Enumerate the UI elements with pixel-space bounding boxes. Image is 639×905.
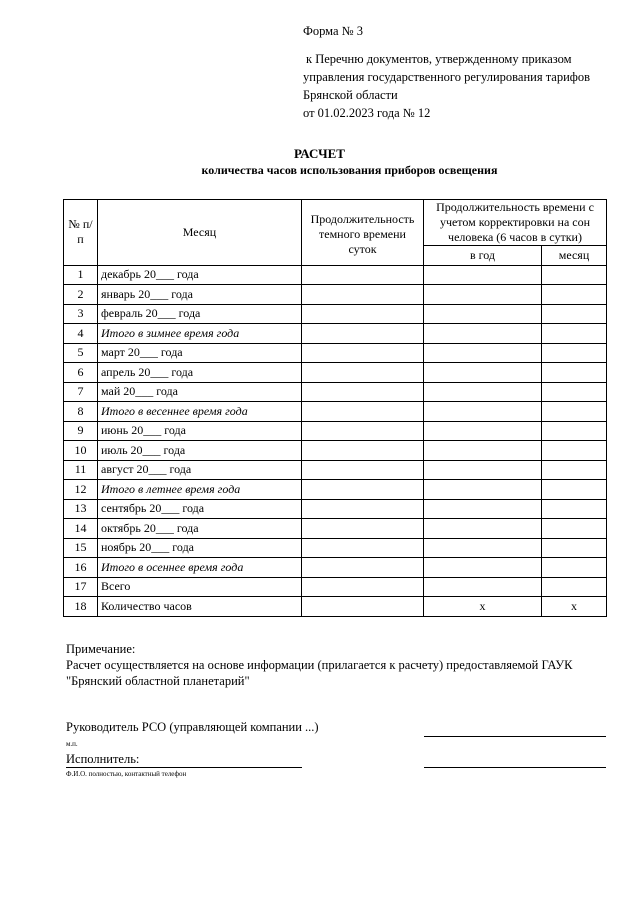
dark-duration-cell	[302, 460, 424, 480]
dark-duration-cell	[302, 519, 424, 539]
per-month-cell	[542, 499, 607, 519]
per-month-cell	[542, 480, 607, 500]
row-number: 5	[64, 343, 98, 363]
dark-duration-cell	[302, 538, 424, 558]
note-text: Расчет осуществляется на основе информации (прилагается к расчету) предоставляемой ГАУК "Брянский областной планетарий"	[66, 658, 573, 688]
per-month-cell	[542, 382, 607, 402]
executor-name-line	[66, 767, 302, 768]
per-month-cell	[542, 265, 607, 285]
per-year-cell	[424, 499, 542, 519]
header-month: Месяц	[98, 200, 302, 266]
dark-duration-cell	[302, 402, 424, 422]
header-corrected: Продолжительность времени с учетом корректировки на сон человека (6 часов в сутки)	[424, 200, 607, 246]
row-number: 15	[64, 538, 98, 558]
dark-duration-cell	[302, 343, 424, 363]
per-year-cell	[424, 343, 542, 363]
dark-duration-cell	[302, 382, 424, 402]
per-year-cell	[424, 460, 542, 480]
row-number: 17	[64, 577, 98, 597]
per-year-cell	[424, 324, 542, 344]
note-heading: Примечание:	[66, 642, 136, 656]
table-row	[64, 343, 607, 363]
per-year-cell	[424, 285, 542, 305]
per-month-cell	[542, 285, 607, 305]
header-line: управления государственного регулирования тарифов	[303, 70, 591, 84]
per-month-cell	[542, 402, 607, 422]
table-row	[64, 538, 607, 558]
note-block	[66, 641, 606, 689]
dark-duration-cell	[302, 597, 424, 617]
per-month-cell	[542, 538, 607, 558]
table-row	[64, 324, 607, 344]
header-num: № п/п	[64, 200, 98, 266]
row-label: февраль 20___ года	[98, 304, 302, 324]
row-number: 12	[64, 480, 98, 500]
stamp-label: м.п.	[66, 740, 78, 748]
row-label: январь 20___ года	[98, 285, 302, 305]
executor-signature-line	[424, 767, 606, 768]
row-number: 11	[64, 460, 98, 480]
dark-duration-cell	[302, 324, 424, 344]
row-number: 4	[64, 324, 98, 344]
table-row	[64, 304, 607, 324]
row-label: Итого в зимнее время года	[98, 324, 302, 344]
row-number: 1	[64, 265, 98, 285]
per-year-cell	[424, 538, 542, 558]
head-signature-line	[424, 736, 606, 737]
row-number: 8	[64, 402, 98, 422]
executor-caption: Ф.И.О. полностью, контактный телефон	[66, 770, 187, 778]
per-month-cell	[542, 441, 607, 461]
row-label: сентябрь 20___ года	[98, 499, 302, 519]
per-month-cell	[542, 304, 607, 324]
row-label: октябрь 20___ года	[98, 519, 302, 539]
dark-duration-cell	[302, 577, 424, 597]
head-signature-label: Руководитель РСО (управляющей компании ...)	[66, 720, 319, 734]
per-year-cell	[424, 577, 542, 597]
table-row	[64, 421, 607, 441]
executor-label: Исполнитель:	[66, 752, 140, 766]
row-label: июль 20___ года	[98, 441, 302, 461]
row-label: август 20___ года	[98, 460, 302, 480]
row-number: 9	[64, 421, 98, 441]
row-label: Итого в осеннее время года	[98, 558, 302, 578]
row-number: 3	[64, 304, 98, 324]
row-number: 6	[64, 363, 98, 383]
header-per-month: месяц	[542, 246, 607, 266]
row-label: Итого в весеннее время года	[98, 402, 302, 422]
row-label: март 20___ года	[98, 343, 302, 363]
per-year-cell	[424, 480, 542, 500]
per-year-cell	[424, 304, 542, 324]
document-title: РАСЧЕТ	[294, 146, 345, 161]
dark-duration-cell	[302, 499, 424, 519]
row-label: апрель 20___ года	[98, 363, 302, 383]
per-month-cell	[542, 519, 607, 539]
dark-duration-cell	[302, 304, 424, 324]
row-label: май 20___ года	[98, 382, 302, 402]
row-number: 14	[64, 519, 98, 539]
dark-duration-cell	[302, 363, 424, 383]
header-line: Брянской области	[303, 88, 398, 102]
row-label: Всего	[98, 577, 302, 597]
per-year-cell	[424, 421, 542, 441]
per-year-cell	[424, 402, 542, 422]
table-row	[64, 265, 607, 285]
row-number: 13	[64, 499, 98, 519]
per-year-cell	[424, 558, 542, 578]
table-row	[64, 363, 607, 383]
row-label: июнь 20___ года	[98, 421, 302, 441]
form-number: Форма № 3	[303, 24, 363, 38]
per-year-cell	[424, 363, 542, 383]
per-month-cell	[542, 363, 607, 383]
table-row	[64, 460, 607, 480]
per-year-cell	[424, 382, 542, 402]
per-year-cell	[424, 265, 542, 285]
dark-duration-cell	[302, 265, 424, 285]
row-label: Итого в летнее время года	[98, 480, 302, 500]
per-month-cell	[542, 460, 607, 480]
per-month-cell	[542, 421, 607, 441]
per-month-cell	[542, 577, 607, 597]
row-number: 18	[64, 597, 98, 617]
header-line: к Перечню документов, утвержденному приказом	[306, 52, 572, 66]
dark-duration-cell	[302, 558, 424, 578]
row-number: 16	[64, 558, 98, 578]
table-row	[64, 480, 607, 500]
per-year-cell	[424, 441, 542, 461]
header-line: от 01.02.2023 года № 12	[303, 106, 431, 120]
header-per-year: в год	[424, 246, 542, 266]
table-row	[64, 558, 607, 578]
row-number: 2	[64, 285, 98, 305]
header-dark-duration: Продолжительность темного времени суток	[302, 200, 424, 266]
table-row	[64, 402, 607, 422]
calculation-table	[63, 199, 607, 617]
per-year-cell	[424, 519, 542, 539]
row-label: ноябрь 20___ года	[98, 538, 302, 558]
dark-duration-cell	[302, 441, 424, 461]
table-row	[64, 577, 607, 597]
per-month-cell	[542, 324, 607, 344]
dark-duration-cell	[302, 285, 424, 305]
dark-duration-cell	[302, 421, 424, 441]
table-row	[64, 597, 607, 617]
per-year-cell: x	[424, 597, 542, 617]
dark-duration-cell	[302, 480, 424, 500]
table-row	[64, 382, 607, 402]
per-month-cell	[542, 343, 607, 363]
table-row	[64, 519, 607, 539]
row-label: декабрь 20___ года	[98, 265, 302, 285]
document-subtitle: количества часов использования приборов освещения	[201, 163, 498, 177]
table-row	[64, 441, 607, 461]
row-number: 10	[64, 441, 98, 461]
table-row	[64, 499, 607, 519]
row-label: Количество часов	[98, 597, 302, 617]
row-number: 7	[64, 382, 98, 402]
table-row	[64, 285, 607, 305]
form-header	[303, 22, 590, 122]
per-month-cell	[542, 558, 607, 578]
per-month-cell: x	[542, 597, 607, 617]
